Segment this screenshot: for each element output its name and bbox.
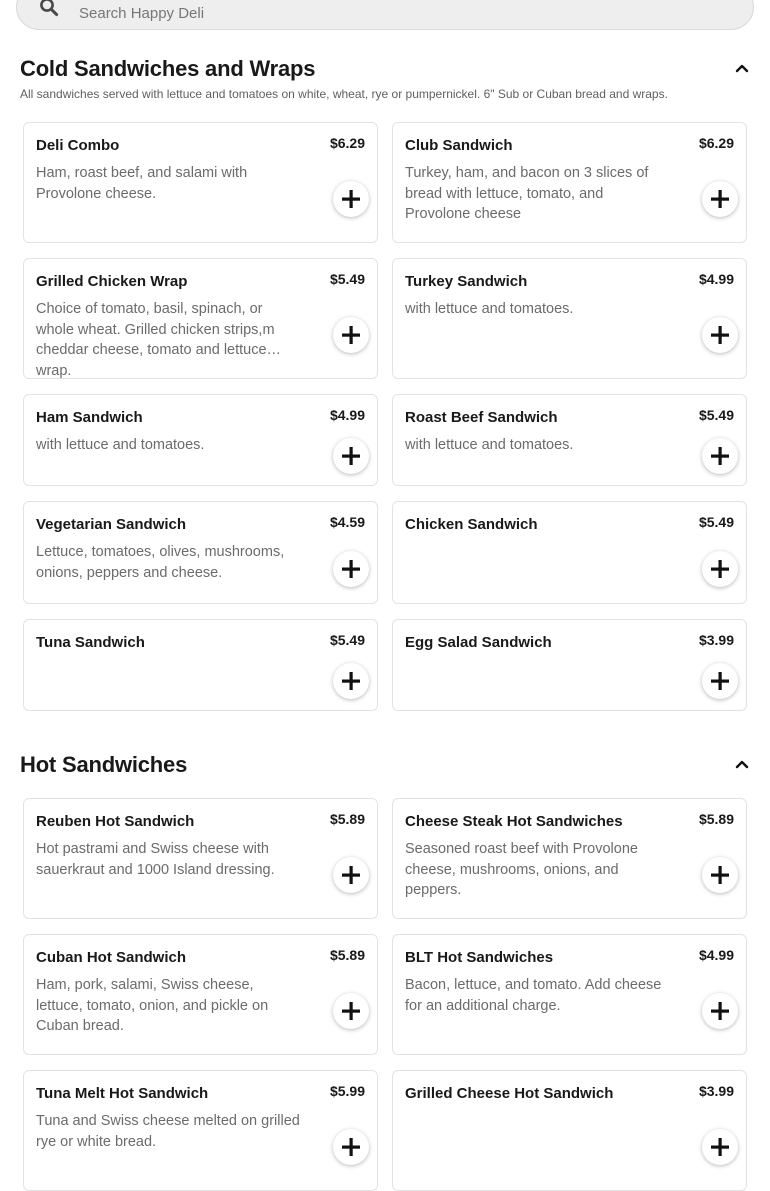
- item-price: $4.99: [698, 271, 734, 287]
- item-name: Club Sandwich: [405, 137, 513, 154]
- menu-item-card[interactable]: [392, 798, 747, 919]
- item-price: $5.49: [698, 407, 734, 423]
- item-description: Seasoned roast beef with Provolone cheese, mushrooms, onions, and peppers.: [405, 841, 638, 898]
- item-price: $5.89: [329, 811, 365, 827]
- add-item-button[interactable]: [333, 438, 369, 474]
- item-name: Egg Salad Sandwich: [405, 634, 552, 651]
- plus-icon: [342, 1138, 360, 1156]
- item-name: Ham Sandwich: [36, 409, 143, 426]
- item-price: $6.29: [329, 135, 365, 151]
- item-price: $5.89: [698, 811, 734, 827]
- plus-icon: [711, 447, 729, 465]
- search-icon: [39, 0, 59, 17]
- chevron-up-icon: [735, 759, 749, 769]
- menu-item-card[interactable]: [23, 619, 378, 711]
- search-input[interactable]: [79, 1, 679, 25]
- item-name: Cheese Steak Hot Sandwiches: [405, 813, 623, 830]
- collapse-button[interactable]: [733, 59, 751, 77]
- menu-item-card[interactable]: [392, 258, 747, 379]
- add-item-button[interactable]: [702, 317, 738, 353]
- menu-item-card[interactable]: [392, 394, 747, 486]
- add-item-button[interactable]: [702, 663, 738, 699]
- plus-icon: [711, 1002, 729, 1020]
- item-price: $4.99: [329, 407, 365, 423]
- item-price: $4.99: [698, 947, 734, 963]
- add-item-button[interactable]: [702, 181, 738, 217]
- add-item-button[interactable]: [333, 181, 369, 217]
- section-hot-sandwiches: [0, 752, 770, 1150]
- item-name: Vegetarian Sandwich: [36, 516, 187, 533]
- item-price: $4.59: [329, 514, 365, 530]
- item-description: Hot pastrami and Swiss cheese with sauerkraut and 1000 Island dressing.: [36, 841, 275, 878]
- section-description: All sandwiches served with lettuce and tomatoes on white, wheat, rye or pumpernickel. 6" Sub or Cuban bread and wraps.: [20, 87, 668, 101]
- item-name: Tuna Melt Hot Sandwich: [36, 1085, 209, 1102]
- add-item-button[interactable]: [333, 993, 369, 1029]
- add-item-button[interactable]: [333, 663, 369, 699]
- item-description: Bacon, lettuce, and tomato. Add cheese for an additional charge.: [405, 977, 662, 1014]
- section-cold-sandwiches: [0, 56, 770, 651]
- menu-item-card[interactable]: [23, 798, 378, 919]
- menu-item-card[interactable]: [392, 122, 747, 243]
- item-price: $5.49: [329, 632, 365, 648]
- plus-icon: [342, 326, 360, 344]
- menu-item-card[interactable]: [23, 122, 378, 243]
- add-item-button[interactable]: [333, 317, 369, 353]
- item-name: Roast Beef Sandwich: [405, 409, 558, 426]
- add-item-button[interactable]: [333, 551, 369, 587]
- menu-item-card[interactable]: [392, 1070, 747, 1191]
- plus-icon: [342, 560, 360, 578]
- plus-icon: [711, 866, 729, 884]
- collapse-button[interactable]: [733, 755, 751, 773]
- item-name: Grilled Cheese Hot Sandwich: [405, 1085, 614, 1102]
- menu-item-card[interactable]: [23, 1070, 378, 1191]
- plus-icon: [342, 1002, 360, 1020]
- item-price: $5.49: [698, 514, 734, 530]
- menu-item-card[interactable]: [392, 501, 747, 604]
- item-name: Chicken Sandwich: [405, 516, 538, 533]
- menu-item-card[interactable]: [23, 258, 378, 379]
- item-name: Turkey Sandwich: [405, 273, 528, 290]
- add-item-button[interactable]: [702, 857, 738, 893]
- item-price: $5.99: [329, 1083, 365, 1099]
- chevron-up-icon: [735, 63, 749, 73]
- menu-item-card[interactable]: [392, 934, 747, 1055]
- add-item-button[interactable]: [333, 1129, 369, 1165]
- item-description: Choice of tomato, basil, spinach, or whole wheat. Grilled chicken strips,m cheddar cheese, tomato and lettuce wrap.: [36, 301, 275, 379]
- item-price: $5.49: [329, 271, 365, 287]
- item-price: $3.99: [698, 1083, 734, 1099]
- item-description: Turkey, ham, and bacon on 3 slices of bread with lettuce, tomato, and Provolone cheese: [405, 165, 649, 222]
- item-name: Cuban Hot Sandwich: [36, 949, 186, 966]
- menu-item-card[interactable]: [392, 619, 747, 711]
- add-item-button[interactable]: [702, 551, 738, 587]
- item-description: with lettuce and tomatoes.: [405, 437, 574, 453]
- add-item-button[interactable]: [702, 438, 738, 474]
- item-description: with lettuce and tomatoes.: [36, 437, 205, 453]
- item-price: $5.89: [329, 947, 365, 963]
- item-price: $3.99: [698, 632, 734, 648]
- menu-item-card[interactable]: [23, 394, 378, 486]
- item-name: BLT Hot Sandwiches: [405, 949, 554, 966]
- plus-icon: [711, 560, 729, 578]
- plus-icon: [711, 326, 729, 344]
- search-bar[interactable]: [16, 0, 754, 30]
- item-name: Deli Combo: [36, 137, 120, 154]
- section-title: Hot Sandwiches: [20, 752, 188, 777]
- section-title: Cold Sandwiches and Wraps: [20, 56, 316, 81]
- item-description: Tuna and Swiss cheese melted on grilled rye or white bread.: [36, 1113, 300, 1150]
- add-item-button[interactable]: [702, 993, 738, 1029]
- item-name: Grilled Chicken Wrap: [36, 273, 188, 290]
- plus-icon: [342, 866, 360, 884]
- plus-icon: [711, 1138, 729, 1156]
- plus-icon: [342, 190, 360, 208]
- item-name: Reuben Hot Sandwich: [36, 813, 195, 830]
- item-description: Ham, roast beef, and salami with Provolone cheese.: [36, 165, 248, 202]
- item-price: $6.29: [698, 135, 734, 151]
- menu-item-card[interactable]: [23, 501, 378, 604]
- plus-icon: [711, 672, 729, 690]
- item-description: Ham, pork, salami, Swiss cheese, lettuce, tomato, onion, and pickle on Cuban bread.: [36, 977, 269, 1034]
- item-name: Tuna Sandwich: [36, 634, 145, 651]
- item-description: with lettuce and tomatoes.: [405, 301, 574, 317]
- item-description: Lettuce, tomatoes, olives, mushrooms, onions, peppers and cheese.: [36, 544, 285, 581]
- add-item-button[interactable]: [702, 1129, 738, 1165]
- plus-icon: [342, 672, 360, 690]
- section-header: [0, 56, 770, 116]
- menu-item-card[interactable]: [23, 934, 378, 1055]
- add-item-button[interactable]: [333, 857, 369, 893]
- plus-icon: [342, 447, 360, 465]
- plus-icon: [711, 190, 729, 208]
